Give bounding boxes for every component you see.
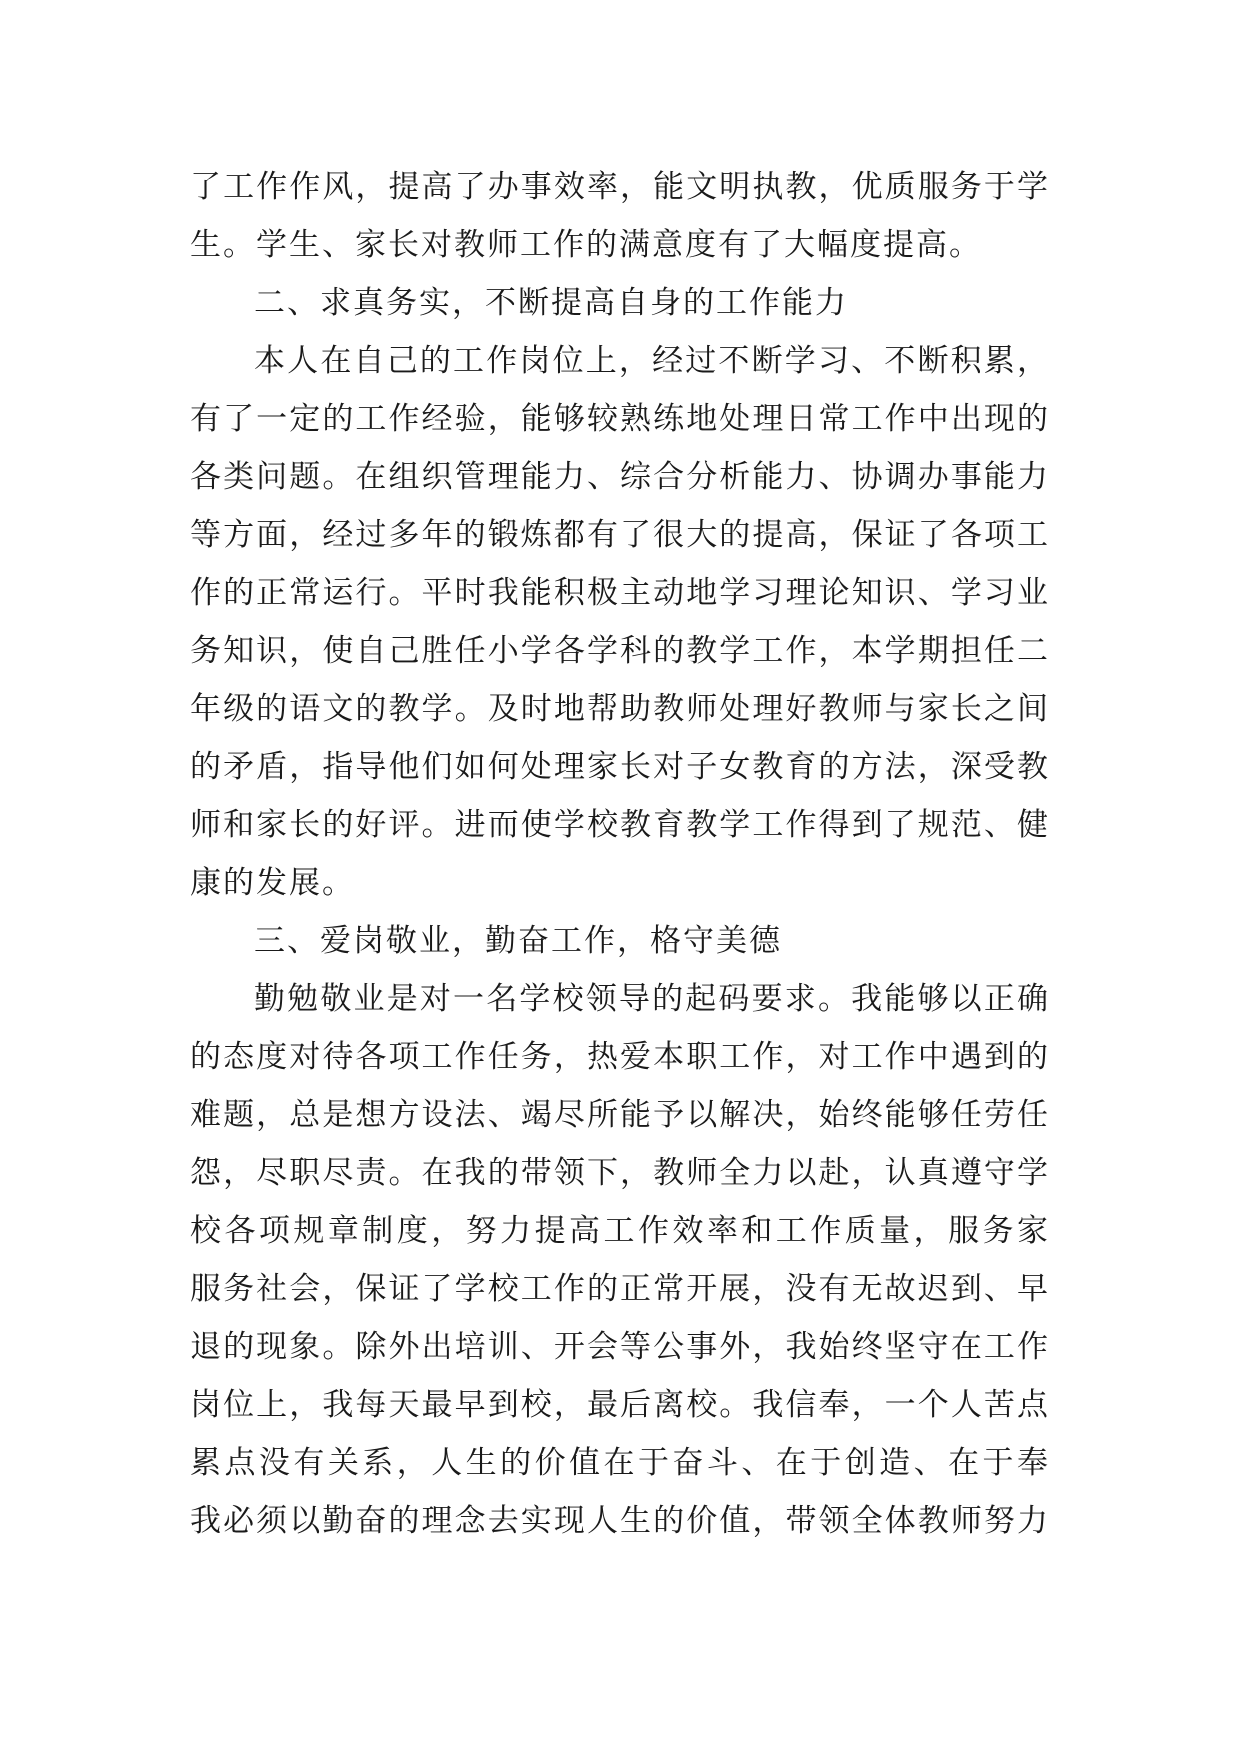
text-line: 师和家长的好评。进而使学校教育教学工作得到了规范、健: [190, 807, 1050, 843]
text-line: 退的现象。除外出培训、开会等公事外，我始终坚守在工作: [190, 1329, 1050, 1365]
text-line: 的矛盾，指导他们如何处理家长对子女教育的方法，深受教: [190, 749, 1050, 785]
text-line: 难题，总是想方设法、竭尽所能予以解决，始终能够任劳任: [190, 1097, 1050, 1133]
text-line: 勤勉敬业是对一名学校领导的起码要求。我能够以正确: [254, 981, 1050, 1017]
text-line: 服务社会，保证了学校工作的正常开展，没有无故迟到、早: [190, 1271, 1050, 1307]
text-line: 的态度对待各项工作任务，热爱本职工作，对工作中遇到的: [190, 1039, 1050, 1075]
text-line: 校各项规章制度，努力提高工作效率和工作质量，服务家: [190, 1213, 1050, 1249]
text-line: 本人在自己的工作岗位上，经过不断学习、不断积累，: [254, 343, 1050, 379]
text-line: 作的正常运行。平时我能积极主动地学习理论知识、学习业: [190, 575, 1050, 611]
text-line: 怨，尽职尽责。在我的带领下，教师全力以赴，认真遵守学: [190, 1155, 1050, 1191]
text-line: 有了一定的工作经验，能够较熟练地处理日常工作中出现的: [190, 401, 1050, 437]
text-line: 康的发展。: [190, 865, 355, 901]
text-line: 年级的语文的教学。及时地帮助教师处理好教师与家长之间: [190, 691, 1050, 727]
text-line: 务知识，使自己胜任小学各学科的教学工作，本学期担任二: [190, 633, 1050, 669]
text-line: 累点没有关系，人生的价值在于奋斗、在于创造、在于奉: [190, 1445, 1050, 1481]
text-line: 岗位上，我每天最早到校，最后离校。我信奉，一个人苦点: [190, 1387, 1050, 1423]
text-line: 我必须以勤奋的理念去实现人生的价值，带领全体教师努力: [190, 1503, 1050, 1539]
text-line: 等方面，经过多年的锻炼都有了很大的提高，保证了各项工: [190, 517, 1050, 553]
text-line: 生。学生、家长对教师工作的满意度有了大幅度提高。: [190, 227, 982, 263]
text-line: 三、爱岗敬业，勤奋工作，格守美德: [254, 923, 782, 959]
text-line: 二、求真务实，不断提高自身的工作能力: [254, 285, 848, 321]
document-page: [190, 158, 1050, 1550]
text-line: 了工作作风，提高了办事效率，能文明执教，优质服务于学: [190, 169, 1050, 205]
text-line: 各类问题。在组织管理能力、综合分析能力、协调办事能力: [190, 459, 1050, 495]
